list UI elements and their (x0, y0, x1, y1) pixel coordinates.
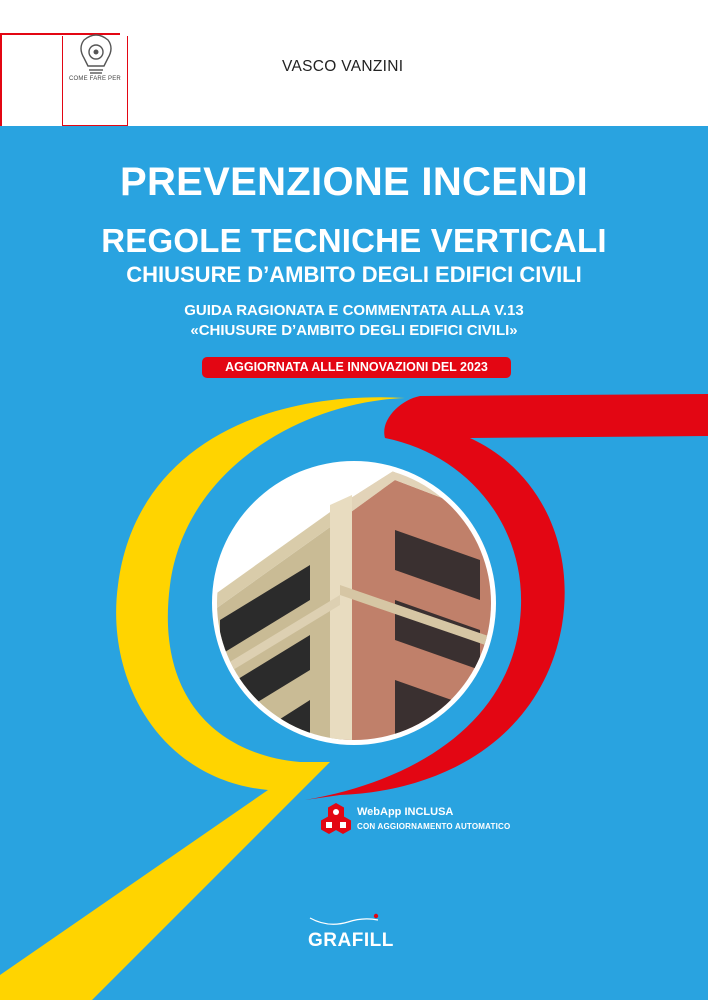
webapp-title: WebApp INCLUSA (357, 806, 454, 818)
webapp-hexagon-icon (320, 802, 352, 834)
author-name: VASCO VANZINI (282, 58, 404, 75)
publisher-swoosh-icon (308, 912, 380, 930)
book-subtitle: REGOLE TECNICHE VERTICALI (101, 222, 607, 259)
building-photo (200, 460, 510, 760)
description-line-1: GUIDA RAGIONATA E COMMENTATA ALLA V.13 (184, 302, 524, 319)
description-line-2: «CHIUSURE D’AMBITO DEGLI EDIFICI CIVILI» (190, 322, 518, 339)
book-title: PREVENZIONE INCENDI (120, 160, 588, 204)
series-label: COME FARE PER (69, 76, 121, 82)
book-topic: CHIUSURE D’AMBITO DEGLI EDIFICI CIVILI (126, 262, 582, 287)
update-badge: AGGIORNATA ALLE INNOVAZIONI DEL 2023 (202, 357, 511, 378)
publisher-logo: GRAFILL (308, 930, 394, 951)
webapp-subtitle: CON AGGIORNAMENTO AUTOMATICO (357, 822, 511, 831)
